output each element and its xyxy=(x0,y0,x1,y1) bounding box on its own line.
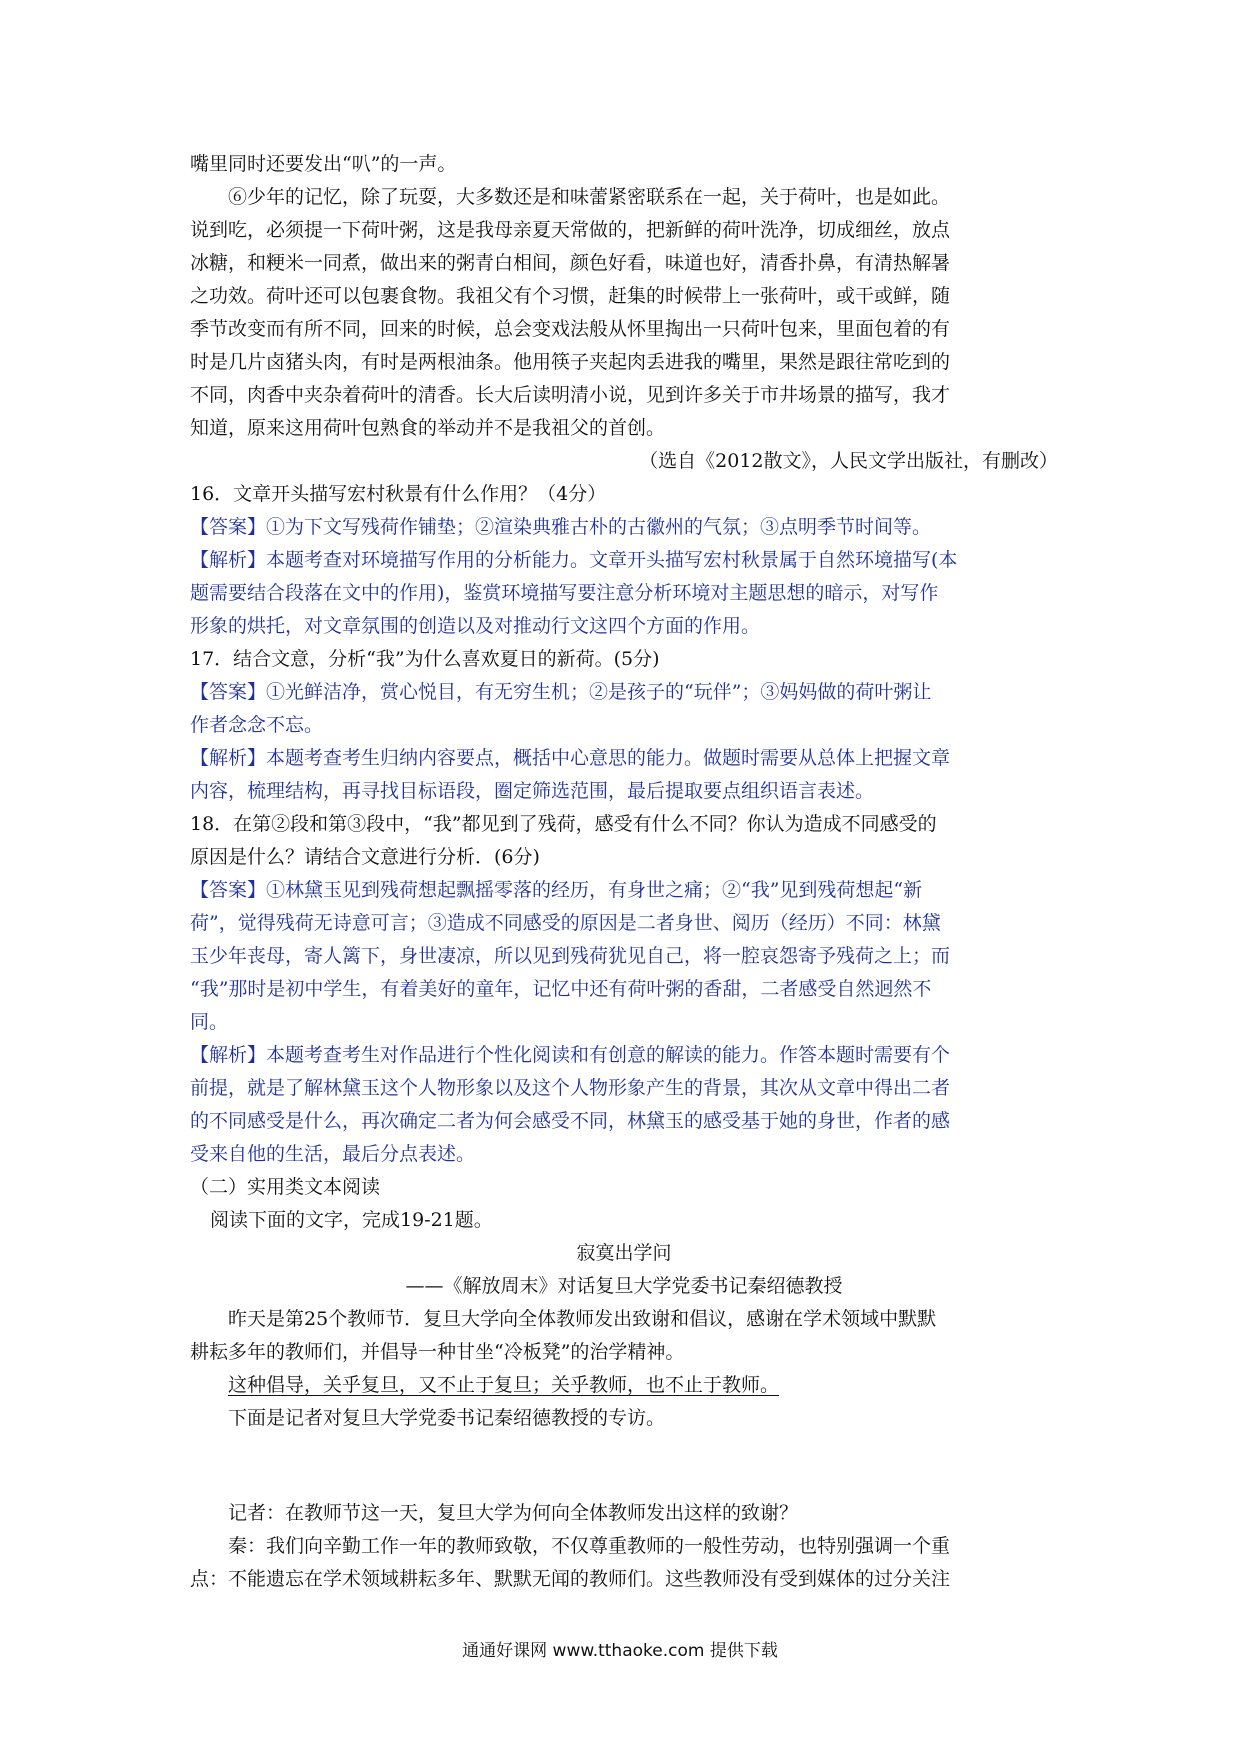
article-lead: 下面是记者对复旦大学党委书记秦绍德教授的专访。 xyxy=(228,1407,666,1429)
passage-line: 时是几片卤猪头肉，有时是两根油条。他用筷子夹起肉丢进我的嘴里，果然是跟往常吃到的 xyxy=(190,351,951,373)
analysis-18: 的不同感受是什么，再次确定二者为何会感受不同，林黛玉的感受基于她的身世，作者的感 xyxy=(190,1110,951,1132)
spacer xyxy=(190,1435,1058,1497)
section-heading: （二）实用类文本阅读 xyxy=(190,1176,381,1198)
passage-line: 冰糖，和粳米一同煮，做出来的粥青白相间，颜色好看，味道也好，清香扑鼻，有清热解暑 xyxy=(190,252,951,274)
passage-line: 知道，原来这用荷叶包熟食的举动并不是我祖父的首创。 xyxy=(190,417,666,439)
question-16: 16．文章开头描写宏村秋景有什么作用？（4分） xyxy=(190,483,607,505)
answer-17: 作者念念不忘。 xyxy=(190,714,324,736)
section-instruction: 阅读下面的文字，完成19-21题。 xyxy=(210,1209,493,1231)
qin-answer: 点：不能遗忘在学术领域耕耘多年、默默无闻的教师们。这些教师没有受到媒体的过分关注 xyxy=(190,1568,951,1590)
answer-17: 【答案】①光鲜洁净，赏心悦目，有无穷生机；②是孩子的“玩伴”；③妈妈做的荷叶粥让 xyxy=(190,681,932,703)
passage-line: 之功效。荷叶还可以包裹食物。我祖父有个习惯，赶集的时候带上一张荷叶，或干或鲜，随 xyxy=(190,285,951,307)
answer-16: 【答案】①为下文写残荷作铺垫；②渲染典雅古朴的古徽州的气氛；③点明季节时间等。 xyxy=(190,516,932,538)
document-body xyxy=(190,148,1058,1596)
analysis-18: 【解析】本题考查考生对作品进行个性化阅读和有创意的解读的能力。作答本题时需要有个 xyxy=(190,1044,951,1066)
answer-18: “我”那时是初中学生，有着美好的童年，记忆中还有荷叶粥的香甜，二者感受自然迥然不 xyxy=(190,978,932,1000)
analysis-16: 形象的烘托，对文章氛围的创造以及对推动行文这四个方面的作用。 xyxy=(190,615,761,637)
analysis-16: 题需要结合段落在文中的作用)，鉴赏环境描写要注意分析环境对主题思想的暗示，对写作 xyxy=(190,582,939,604)
article-intro: 昨天是第25个教师节．复旦大学向全体教师发出致谢和倡议，感谢在学术领域中默默 xyxy=(228,1308,937,1330)
analysis-17: 【解析】本题考查考生归纳内容要点，概括中心意思的能力。做题时需要从总体上把握文章 xyxy=(190,747,951,769)
analysis-16: 【解析】本题考查对环境描写作用的分析能力。文章开头描写宏村秋景属于自然环境描写(本 xyxy=(190,549,958,571)
question-18: 原因是什么？请结合文意进行分析．(6分) xyxy=(190,846,540,868)
analysis-18: 受来自他的生活，最后分点表述。 xyxy=(190,1143,476,1165)
article-intro: 耕耘多年的教师们，并倡导一种甘坐“冷板凳”的治学精神。 xyxy=(190,1341,685,1363)
passage-line: 嘴里同时还要发出“叭”的一声。 xyxy=(190,153,457,175)
passage-source: （选自《2012散文》，人民文学出版社，有删改） xyxy=(639,450,1058,472)
page-footer: 通通好课网 www.tthaoke.com 提供下载 xyxy=(462,1641,778,1661)
article-title: 寂寞出学问 xyxy=(576,1242,672,1264)
analysis-18: 前提，就是了解林黛玉这个人物形象以及这个人物形象产生的背景，其次从文章中得出二者 xyxy=(190,1077,951,1099)
passage-line: 季节改变而有所不同，回来的时候，总会变戏法般从怀里掏出一只荷叶包来，里面包着的有 xyxy=(190,318,951,340)
passage-line: ⑥少年的记忆，除了玩耍，大多数还是和味蕾紧密联系在一起，关于荷叶，也是如此。 xyxy=(228,186,951,208)
answer-18: 荷”，觉得残荷无诗意可言；③造成不同感受的原因是二者身世、阅历（经历）不同：林黛 xyxy=(190,912,941,934)
question-18: 18．在第②段和第③段中，“我”都见到了残荷，感受有什么不同？你认为造成不同感受的 xyxy=(190,813,937,835)
article-underlined xyxy=(190,1369,1058,1402)
reporter-question: 记者：在教师节这一天，复旦大学为何向全体教师发出这样的致谢？ xyxy=(228,1502,799,1524)
analysis-17: 内容，梳理结构，再寻找目标语段，圈定筛选范围，最后提取要点组织语言表述。 xyxy=(190,780,875,802)
qin-answer: 秦：我们向辛勤工作一年的教师致敬，不仅尊重教师的一般性劳动，也特别强调一个重 xyxy=(228,1535,951,1557)
answer-18: 玉少年丧母，寄人篱下，身世凄凉，所以见到残荷犹见自己，将一腔哀怨寄予残荷之上；而 xyxy=(190,945,951,967)
passage-line: 说到吃，必须提一下荷叶粥，这是我母亲夏天常做的，把新鲜的荷叶洗净，切成细丝，放点 xyxy=(190,219,951,241)
answer-18: 【答案】①林黛玉见到残荷想起飘摇零落的经历，有身世之痛；②“我”见到残荷想起“新 xyxy=(190,879,923,901)
passage-line: 不同，肉香中夹杂着荷叶的清香。长大后读明清小说，见到许多关于市井场景的描写，我才 xyxy=(190,384,951,406)
underlined-text: 这种倡导，关乎复旦，又不止于复旦；关乎教师，也不止于教师。 xyxy=(228,1374,780,1396)
question-17: 17．结合文意，分析“我”为什么喜欢夏日的新荷。(5分) xyxy=(190,648,660,670)
article-subtitle: ——《解放周末》对话复旦大学党委书记秦绍德教授 xyxy=(405,1275,843,1297)
answer-18: 同。 xyxy=(190,1011,229,1033)
